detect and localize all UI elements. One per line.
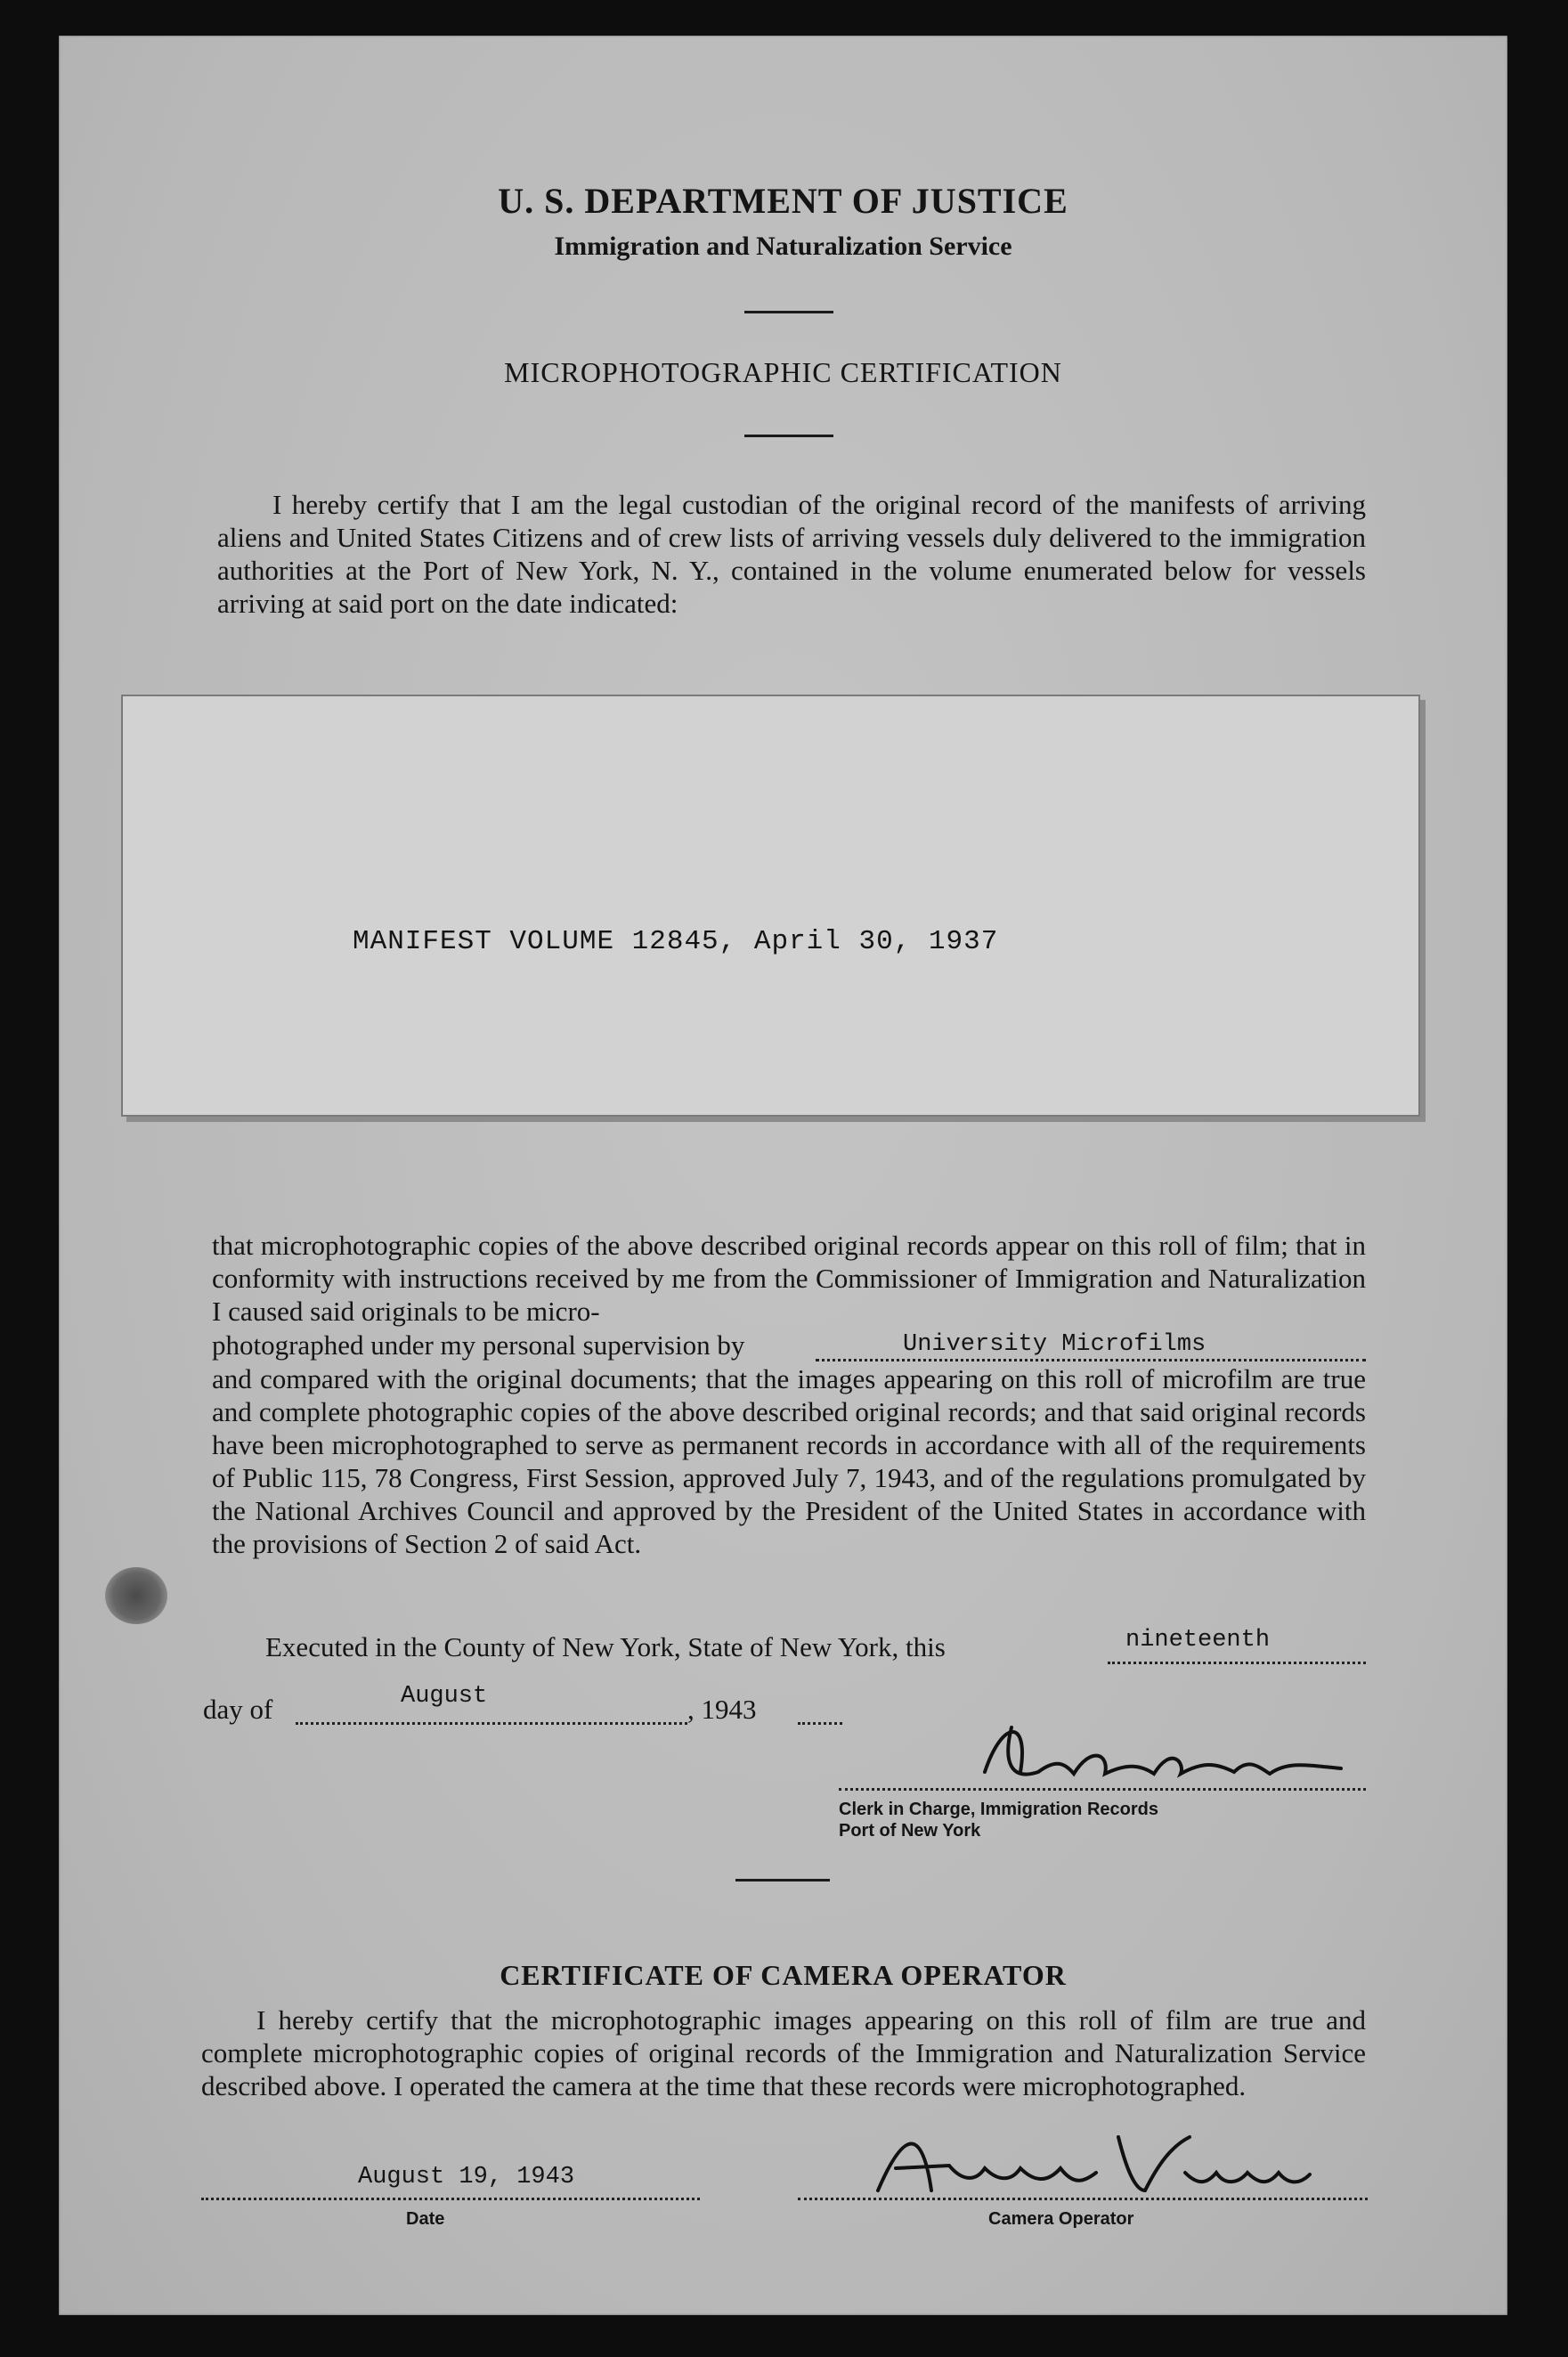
- executed-label: Executed in the County of New York, State of New York, this: [265, 1631, 946, 1662]
- intro-paragraph: I hereby certify that I am the legal custodian of the original record of the manifests of arriving aliens and United States Citizens and of crew lists of arriving vessels duly delivered to the immigration authorities at the Port of New York, N. Y., contained in the volume enumerated below for vessels arriving at said port on the date indicated:: [217, 489, 1366, 619]
- clerk-title-line1: Clerk in Charge, Immigration Records: [839, 1800, 1158, 1819]
- body-paragraph-part2: and compared with the original documents; that the images appearing on this roll of microfilm are true and complete photographic copies of the above described original records; and that said original records have been microphotographed to serve as permanent records in accordance with all of the requirements of Public 115, 78 Congress, First Session, approved July 7, 1943, and of the regulations promulgated by the National Archives Council and approved by the President of the United States in accordance with the provisions of Section 2 of said Act.: [212, 1363, 1366, 1559]
- clerk-signature-line: [839, 1788, 1366, 1791]
- month-dots: [296, 1722, 687, 1725]
- month-value: August: [401, 1683, 488, 1710]
- camera-date-value: August 19, 1943: [358, 2164, 575, 2190]
- camera-certificate-paragraph: I hereby certify that the microphotographic images appearing on this roll of film are true and complete microphotographic copies of original records of the Immigration and Naturalization Service described above. I operated the camera at the time that these records were microphotographed.: [201, 2004, 1366, 2101]
- camera-date-label: Date: [406, 2209, 445, 2229]
- photographed-by-value: University Microfilms: [903, 1331, 1206, 1358]
- day-of-label: day of: [203, 1694, 273, 1725]
- year-dots: [798, 1722, 842, 1725]
- page-title: MICROPHOTOGRAPHIC CERTIFICATION: [504, 356, 1062, 388]
- clerk-signature: [949, 1710, 1359, 1808]
- clerk-title-line2: Port of New York: [839, 1821, 981, 1841]
- camera-operator-dots: [798, 2198, 1368, 2200]
- volume-box: [121, 695, 1420, 1117]
- photographed-by-dots: [816, 1359, 1366, 1361]
- divider-title: [744, 435, 833, 437]
- camera-certificate-heading: CERTIFICATE OF CAMERA OPERATOR: [500, 1959, 1067, 1991]
- certificate-sheet: [59, 36, 1507, 2315]
- camera-operator-label: Camera Operator: [988, 2209, 1134, 2229]
- camera-operator-signature: [851, 2119, 1314, 2208]
- executed-day-value: nineteenth: [1125, 1627, 1271, 1654]
- photographed-by-label: photographed under my personal supervision by: [212, 1329, 745, 1361]
- manifest-volume-text: MANIFEST VOLUME 12845, April 30, 1937: [353, 926, 999, 957]
- camera-date-dots: [201, 2198, 700, 2200]
- ink-smudge: [105, 1567, 167, 1624]
- service-subheading: Immigration and Naturalization Service: [554, 232, 1012, 261]
- department-heading: U. S. DEPARTMENT OF JUSTICE: [498, 181, 1068, 221]
- executed-day-dots: [1108, 1662, 1366, 1664]
- divider-camera: [735, 1879, 830, 1882]
- year-label: , 1943: [687, 1694, 757, 1725]
- divider-top: [744, 311, 833, 313]
- body-paragraph-part1: that microphotographic copies of the above described original records appear on this roll of film; that in conformity with instructions received by me from the Commissioner of Immigration and Naturalization I caused said originals to be micro-: [212, 1230, 1366, 1327]
